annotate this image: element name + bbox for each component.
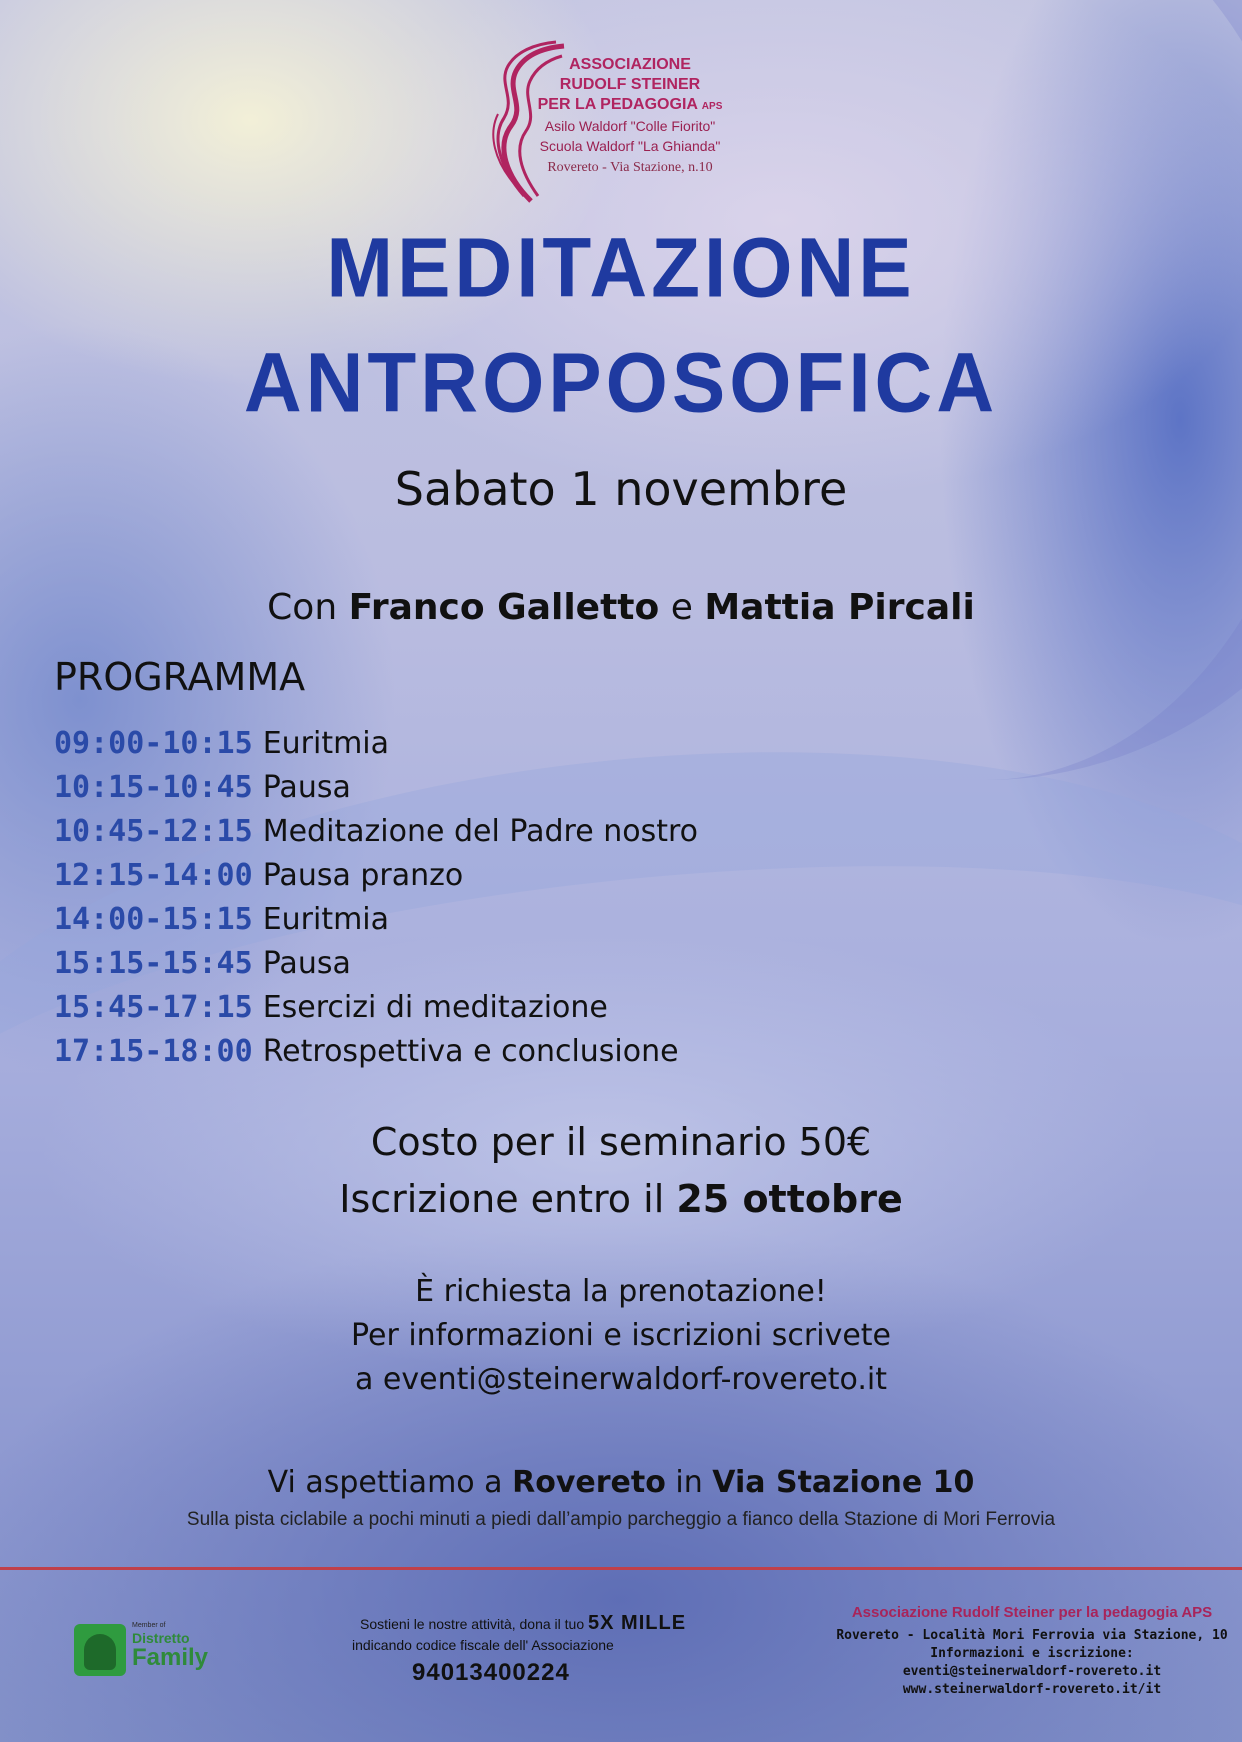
schedule-item [54, 1032, 698, 1076]
fiscal-code: 94013400224 [412, 1659, 570, 1686]
booking-required: È richiesta la prenotazione! [415, 1274, 827, 1309]
association-name: Associazione Rudolf Steiner per la pedagogia APS [851, 1604, 1213, 1621]
mille-bold: 5X MILLE [588, 1612, 687, 1634]
schedule-activity: Retrospettiva e conclusione [262, 1034, 679, 1069]
schedule-item [54, 988, 698, 1032]
association-info-label: Informazioni e iscrizione: [930, 1646, 1134, 1661]
location-street: Via Stazione 10 [712, 1465, 975, 1500]
schedule-activity: Esercizi di meditazione [262, 990, 608, 1025]
location-line [0, 1465, 1242, 1500]
family-logo-box [74, 1624, 126, 1676]
schedule-time: 12:15-14:00 [54, 858, 253, 893]
logo-line-3 [480, 96, 780, 114]
schedule-time: 09:00-10:15 [54, 726, 253, 761]
schedule-list [54, 724, 698, 1076]
booking-email: a eventi@steinerwaldorf-rovereto.it [354, 1362, 888, 1397]
schedule-item [54, 944, 698, 988]
schedule-time: 17:15-18:00 [54, 1034, 253, 1069]
association-email[interactable]: eventi@steinerwaldorf-rovereto.it [902, 1664, 1162, 1679]
speaker-2: Mattia Pircali [704, 587, 975, 628]
family-figure-icon [84, 1634, 116, 1670]
schedule-item [54, 812, 698, 856]
association-address: Rovereto - Località Mori Ferrovia via Stazione, 10 [836, 1628, 1228, 1643]
schedule-item [54, 900, 698, 944]
booking-info: Per informazioni e iscrizioni scrivete [350, 1318, 891, 1353]
family-distretto: Distretto [132, 1630, 190, 1646]
speakers [0, 587, 1242, 628]
schedule-item [54, 768, 698, 812]
title-line-2: ANTROPOSOFICA [243, 335, 999, 430]
logo-line-3-text: PER LA PEDAGOGIA [537, 96, 698, 113]
mille-line-1 [352, 1612, 722, 1635]
family-family: Family [132, 1644, 209, 1671]
speakers-conjunction: e [670, 587, 693, 628]
registration-deadline [0, 1177, 1242, 1221]
schedule-time: 15:45-17:15 [54, 990, 253, 1025]
location-middle: in [675, 1465, 703, 1500]
family-member-of: Member of [132, 1622, 166, 1629]
association-website[interactable]: www.steinerwaldorf-rovereto.it/it [902, 1682, 1162, 1697]
distretto-family-logo [74, 1622, 214, 1682]
registration-prefix: Iscrizione entro il [339, 1177, 665, 1221]
event-date: Sabato 1 novembre [394, 462, 848, 516]
speaker-1: Franco Galletto [348, 587, 660, 628]
mille-line-2: indicando codice fiscale dell' Associazione [352, 1637, 614, 1653]
schedule-item [54, 724, 698, 768]
schedule-time: 10:15-10:45 [54, 770, 253, 805]
schedule-activity: Pausa [262, 770, 351, 805]
programma-heading: PROGRAMMA [54, 655, 306, 699]
location-prefix: Vi aspettiamo a [267, 1465, 503, 1500]
schedule-activity: Euritmia [262, 726, 390, 761]
logo-line-4: Asilo Waldorf "Colle Fiorito" [544, 118, 716, 134]
registration-date: 25 ottobre [676, 1177, 903, 1221]
schedule-time: 15:15-15:45 [54, 946, 253, 981]
logo-line-2: RUDOLF STEINER [559, 76, 701, 93]
schedule-time: 14:00-15:15 [54, 902, 253, 937]
mille-text: Sostieni le nostre attività, dona il tuo [360, 1616, 585, 1632]
logo-line-5: Scuola Waldorf "La Ghianda" [539, 138, 721, 154]
five-per-mille [352, 1612, 722, 1687]
schedule-item [54, 856, 698, 900]
title-line-1: MEDITAZIONE [326, 220, 916, 315]
footer-divider [0, 1567, 1242, 1570]
schedule-activity: Meditazione del Padre nostro [262, 814, 698, 849]
association-contact [832, 1604, 1232, 1699]
schedule-activity: Pausa [262, 946, 351, 981]
association-logo [480, 30, 780, 210]
schedule-time: 10:45-12:15 [54, 814, 253, 849]
cost-line: Costo per il seminario 50€ [370, 1120, 872, 1164]
location-note: Sulla pista ciclabile a pochi minuti a piedi dall’ampio parcheggio a fianco della Stazione di Mori Ferrovia [186, 1509, 1056, 1530]
schedule-activity: Euritmia [262, 902, 390, 937]
logo-address: Rovereto - Via Stazione, n.10 [547, 160, 713, 175]
logo-line-1: ASSOCIAZIONE [569, 56, 691, 73]
logo-aps: APS [701, 101, 723, 112]
location-city: Rovereto [512, 1465, 666, 1500]
schedule-activity: Pausa pranzo [262, 858, 464, 893]
speakers-prefix: Con [267, 587, 338, 628]
